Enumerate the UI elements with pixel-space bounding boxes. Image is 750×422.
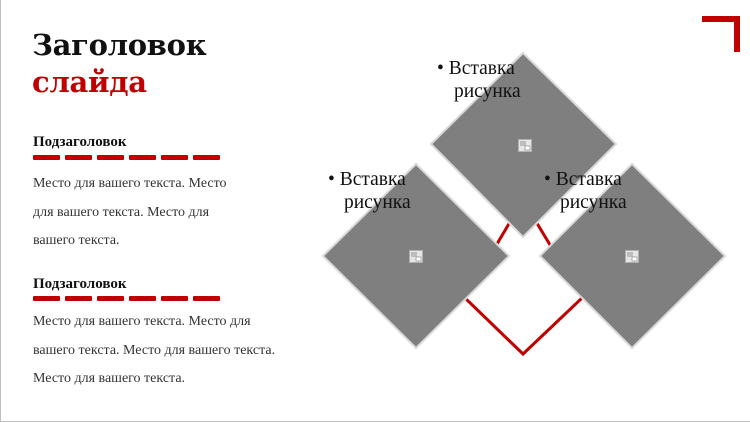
picture-placeholder-icon[interactable]: [518, 139, 532, 152]
label-line2: рисунка: [454, 81, 521, 102]
label-line1: Вставка: [448, 58, 515, 79]
picture-placeholder-label-right[interactable]: [544, 168, 627, 214]
bullet: •: [544, 169, 551, 190]
body-text-line: Место для вашего текста. Место для: [33, 314, 251, 329]
label-line2: рисунка: [344, 192, 411, 213]
body-text-line: вашего текста.: [33, 233, 120, 248]
label-line2: рисунка: [560, 192, 627, 213]
picture-placeholder-icon[interactable]: [625, 250, 639, 263]
slide-title-line1: Заголовок: [32, 28, 207, 62]
subtitle-1: Подзаголовок: [33, 134, 127, 150]
body-text-line: для вашего текста. Место для: [33, 204, 210, 220]
subtitle-2: Подзаголовок: [33, 276, 127, 292]
label-line1: Вставка: [339, 169, 406, 190]
picture-placeholder-label-top[interactable]: [437, 57, 521, 103]
body-text-line: Место для вашего текста.: [33, 371, 186, 386]
slide-title-line2: слайда: [32, 65, 147, 99]
body-text-line: Место для вашего текста. Место: [33, 176, 227, 191]
bullet: •: [328, 169, 335, 190]
picture-placeholder-icon[interactable]: [409, 250, 423, 263]
picture-placeholder-label-left[interactable]: [328, 168, 411, 214]
label-line1: Вставка: [555, 169, 622, 190]
body-text-line: вашего текста. Место для вашего текста.: [33, 342, 276, 358]
bullet: •: [437, 58, 444, 79]
